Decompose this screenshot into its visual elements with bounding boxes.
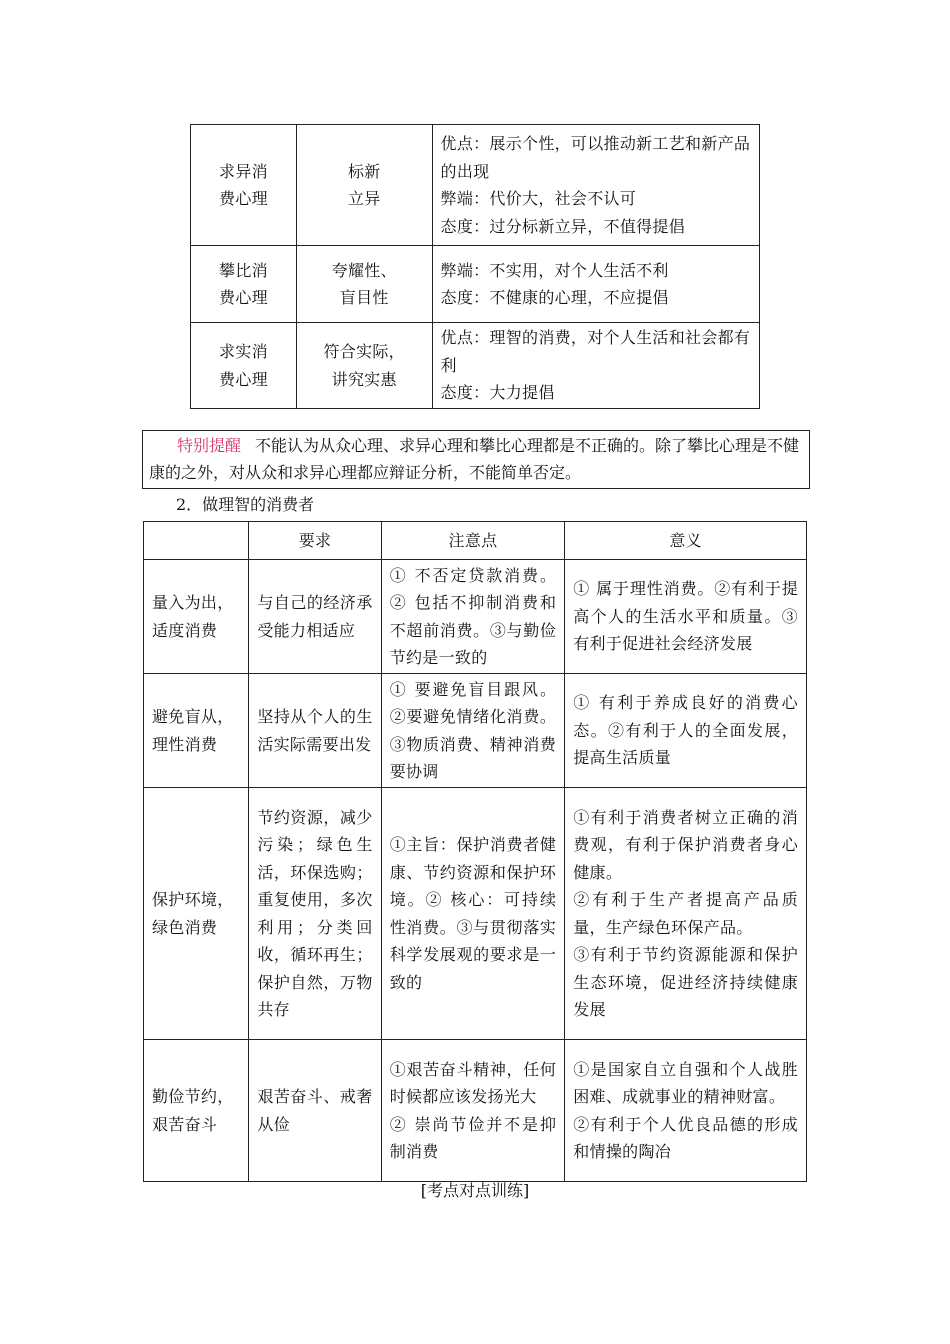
table-row: [144, 788, 807, 1040]
column-header: [144, 522, 249, 560]
reminder-box: [142, 430, 810, 489]
evaluation-line: 态度：大力提倡: [440, 383, 555, 403]
meaning-cell: ①是国家自立自强和个人战胜困难、成就事业的精神财富。 ②有利于个人优良品德的形成和情操的陶冶: [565, 1040, 807, 1182]
notes-cell: ①艰苦奋斗精神，任何时候都应该发扬光大 ② 崇尚节俭并不是抑制消费: [381, 1040, 565, 1182]
meaning-cell: ① 属于理性消费。②有利于提高个人的生活水平和质量。③有利于促进社会经济发展: [565, 560, 807, 674]
section-footer-label: [考点对点训练]: [420, 1181, 530, 1200]
principle-cell: 量入为出， 适度消费: [144, 560, 249, 674]
psychology-evaluation: [432, 125, 759, 246]
table-row: [144, 674, 807, 788]
meaning-cell: ① 有利于养成良好的消费心态。②有利于人的全面发展，提高生活质量: [565, 674, 807, 788]
column-header: 要求: [249, 522, 381, 560]
notes-cell: ① 不否定贷款消费。② 包括不抑制消费和不超前消费。③与勤俭节约是一致的: [381, 560, 565, 674]
column-header: 注意点: [381, 522, 565, 560]
psychology-type: 求异消 费心理: [191, 125, 297, 246]
notes-cell: ① 要避免盲目跟风。②要避免情绪化消费。③物质消费、精神消费要协调: [381, 674, 565, 788]
principle-cell: 避免盲从， 理性消费: [144, 674, 249, 788]
principle-cell: 勤俭节约， 艰苦奋斗: [144, 1040, 249, 1182]
table-row: [144, 1040, 807, 1182]
psychology-feature: 标新 立异: [296, 125, 432, 246]
table-header-row: [144, 522, 807, 560]
reminder-text: 不能认为从众心理、求异心理和攀比心理都是不正确的。除了攀比心理是不健康的之外，对从众和求异心理都应辩证分析，不能简单否定。: [149, 436, 800, 482]
evaluation-line: 优点：展示个性，可以推动新工艺和新产品的出现: [440, 134, 751, 181]
notes-cell: ①主旨：保护消费者健康、节约资源和保护环境。② 核心：可持续性消费。③与贯彻落实科学发展观的要求是一致的: [381, 788, 565, 1040]
requirement-cell: 与自己的经济承受能力相适应: [249, 560, 381, 674]
rational-consumer-table: [143, 521, 807, 1182]
requirement-cell: 艰苦奋斗、戒奢从俭: [249, 1040, 381, 1182]
psychology-type: 攀比消 费心理: [191, 246, 297, 323]
requirement-cell: 坚持从个人的生活实际需要出发: [249, 674, 381, 788]
evaluation-line: 态度：过分标新立异，不值得提倡: [440, 216, 686, 236]
table-row: [144, 560, 807, 674]
table-row: [191, 125, 760, 246]
psychology-type: 求实消 费心理: [191, 323, 297, 409]
table-row: [191, 246, 760, 323]
column-header: 意义: [565, 522, 807, 560]
psychology-evaluation: [432, 323, 759, 409]
requirement-cell: 节约资源，减少污染；绿色生活，环保选购；重复使用，多次利用；分类回收，循环再生；保护自然，万物共存: [249, 788, 381, 1040]
principle-cell: 保护环境， 绿色消费: [144, 788, 249, 1040]
psychology-evaluation: [432, 246, 759, 323]
evaluation-line: 弊端：不实用，对个人生活不利: [440, 260, 669, 280]
psychology-feature: 夸耀性、 盲目性: [296, 246, 432, 323]
meaning-cell: ①有利于消费者树立正确的消费观，有利于保护消费者身心健康。 ②有利于生产者提高产品质量，生产绿色环保产品。 ③有利于节约资源能源和保护生态环境，促进经济持续健康发展: [565, 788, 807, 1040]
section-title: 2．做理智的消费者: [176, 495, 315, 514]
consumer-psychology-table: [190, 124, 760, 409]
table-row: [191, 323, 760, 409]
evaluation-line: 优点：理智的消费，对个人生活和社会都有利: [440, 328, 751, 375]
evaluation-line: 弊端：代价大，社会不认可: [440, 189, 637, 208]
reminder-tag: 特别提醒: [177, 436, 242, 455]
evaluation-line: 态度：不健康的心理，不应提倡: [440, 288, 669, 307]
psychology-feature: 符合实际， 讲究实惠: [296, 323, 432, 409]
